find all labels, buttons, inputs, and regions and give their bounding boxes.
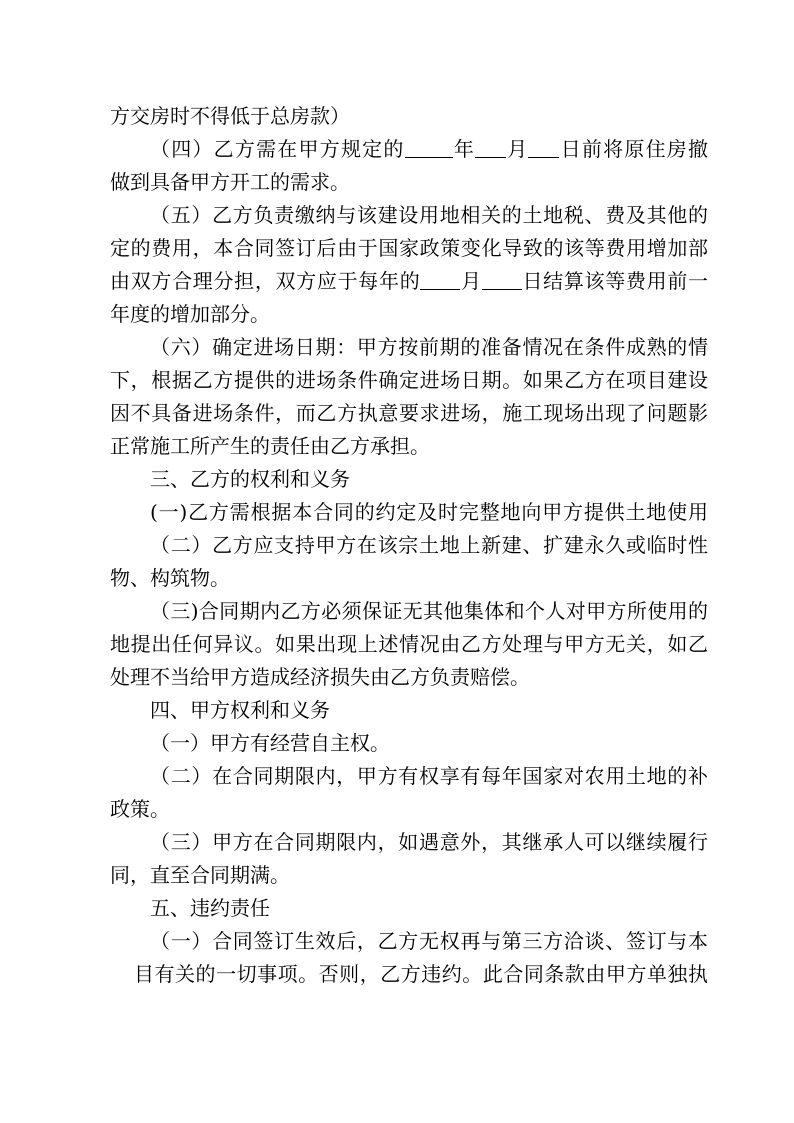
text-line (110, 958, 708, 991)
text-run: 同，直至合同期满。 (110, 863, 290, 887)
text-run: (一)乙方需根据本合同的约定及时完整地向甲方提供土地使用 (150, 500, 708, 524)
text-line (110, 133, 708, 166)
text-line (110, 529, 708, 562)
text-line (110, 793, 708, 826)
text-line (110, 892, 708, 925)
text-line (110, 562, 708, 595)
text-line (110, 166, 708, 199)
blank-field (405, 138, 453, 158)
text-run: 月 (506, 137, 529, 161)
blank-field (528, 138, 559, 158)
text-run: （二）在合同期限内，甲方有权享有每年国家对农用土地的补 (150, 764, 708, 788)
text-run: 五、违约责任 (150, 896, 270, 920)
text-run: （三）甲方在合同期限内，如遇意外，其继承人可以继续履行 (150, 830, 708, 854)
text-line (110, 298, 708, 331)
text-line (110, 661, 708, 694)
text-run: 地提出任何异议。如果出现上述情况由乙方处理与甲方无关，如乙 (110, 632, 708, 656)
text-line (110, 925, 708, 958)
text-run: 物、构筑物。 (110, 566, 230, 590)
blank-field (420, 270, 460, 290)
text-run: 做到具备甲方开工的需求。 (110, 170, 350, 194)
text-run: 下，根据乙方提供的进场条件确定进场日期。如果乙方在项目建设 (110, 368, 708, 392)
text-run: （四）乙方需在甲方规定的 (150, 137, 405, 161)
text-line (110, 463, 708, 496)
text-run: 目有关的一切事项。否则，乙方违约。此合同条款由甲方单独执 (134, 962, 708, 986)
text-run: （二）乙方应支持甲方在该宗土地上新建、扩建永久或临时性 (150, 533, 708, 557)
text-run: 方交房时不得低于总房款） (110, 104, 350, 128)
text-line (110, 595, 708, 628)
text-line (110, 430, 708, 463)
text-line (110, 727, 708, 760)
contract-text-block (110, 100, 708, 991)
text-run: （一）合同签订生效后，乙方无权再与第三方洽谈、签订与本 (150, 929, 708, 953)
text-run: （一）甲方有经营自主权。 (150, 731, 390, 755)
text-run: （三)合同期内乙方必须保证无其他集体和个人对甲方所使用的 (150, 599, 708, 623)
text-line (110, 199, 708, 232)
text-line (110, 859, 708, 892)
text-run: 年 (452, 137, 476, 161)
text-line (110, 265, 708, 298)
text-line (110, 331, 708, 364)
text-run: 日结算该等费用前一 (521, 269, 708, 293)
text-run: 正常施工所产生的责任由乙方承担。 (110, 434, 430, 458)
text-run: （六）确定进场日期：甲方按前期的准备情况在条件成熟的情 (150, 335, 708, 359)
text-run: 三、乙方的权利和义务 (150, 467, 350, 491)
text-line (110, 100, 708, 133)
text-line (110, 397, 708, 430)
text-run: 政策。 (110, 797, 170, 821)
text-run: 四、甲方权利和义务 (150, 698, 330, 722)
text-line (110, 496, 708, 529)
text-line (110, 694, 708, 727)
text-run: 因不具备进场条件，而乙方执意要求进场，施工现场出现了问题影 (110, 401, 708, 425)
blank-field (475, 138, 506, 158)
text-run: 年度的增加部分。 (110, 302, 270, 326)
text-run: （五）乙方负责缴纳与该建设用地相关的土地税、费及其他的 (150, 203, 708, 227)
text-line (110, 364, 708, 397)
text-line (110, 628, 708, 661)
blank-field (482, 270, 522, 290)
text-line (110, 232, 708, 265)
text-run: 日前将原住房撤 (559, 137, 708, 161)
text-run: 定的费用，本合同签订后由于国家政策变化导致的该等费用增加部 (110, 236, 708, 260)
text-run: 由双方合理分担，双方应于每年的 (110, 269, 421, 293)
text-run: 处理不当给甲方造成经济损失由乙方负责赔偿。 (110, 665, 530, 689)
text-line (110, 826, 708, 859)
text-line (110, 760, 708, 793)
text-run: 月 (460, 269, 482, 293)
